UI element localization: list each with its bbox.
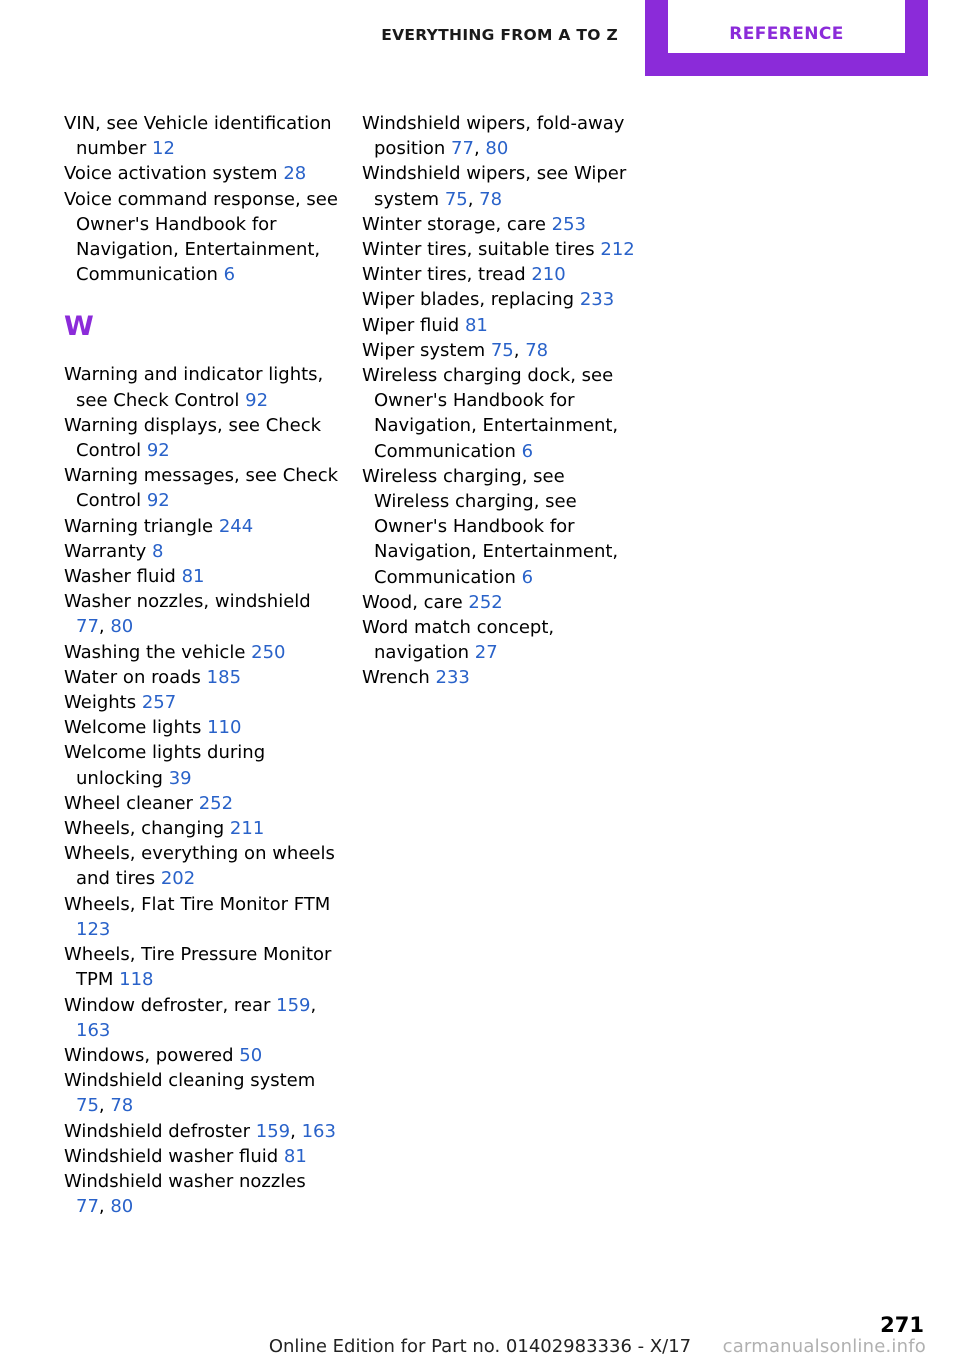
page-reference-link[interactable]: 80: [110, 616, 134, 638]
index-entry: [64, 413, 339, 463]
index-entry: [362, 363, 637, 464]
page-reference-link[interactable]: 159: [276, 994, 311, 1016]
index-entry-term: Wireless charging, see Wireless charging, see Owner's Handbook for Navigation, Entertainment, Communication: [362, 465, 619, 588]
index-entry: [64, 111, 339, 161]
page-reference-link[interactable]: 233: [435, 667, 470, 689]
index-entry-term: Weights: [64, 692, 137, 714]
index-column-right: [362, 111, 637, 691]
page-reference-link[interactable]: 233: [579, 289, 615, 311]
section-tab-label-box: [668, 0, 905, 53]
page-reference-link[interactable]: 210: [531, 264, 566, 286]
section-tab: [645, 0, 928, 76]
index-entry: [64, 187, 339, 288]
index-entry-term: Windshield washer fluid: [64, 1145, 279, 1167]
section-tab-label: REFERENCE: [729, 24, 844, 44]
page-reference-link[interactable]: 211: [229, 818, 265, 840]
page-reference-link[interactable]: 78: [110, 1095, 134, 1117]
index-entry: [362, 237, 637, 262]
page-reference-link[interactable]: 123: [76, 918, 111, 940]
index-entry-term: VIN, see Vehicle identification number: [64, 113, 332, 160]
page-reference-link[interactable]: 27: [474, 642, 498, 664]
page-reference-link[interactable]: 212: [600, 239, 635, 261]
page-reference-link[interactable]: 6: [223, 264, 236, 286]
index-entry-term: Wheel cleaner: [64, 792, 193, 814]
page-reference-link[interactable]: 185: [206, 666, 242, 688]
page-reference-link[interactable]: 77: [76, 616, 99, 638]
index-entry: Windshield defroster 159, 163: [64, 1120, 336, 1142]
index-entry: [64, 791, 339, 816]
index-entry-term: Wiper blades, replacing: [362, 289, 575, 311]
page-reference-link[interactable]: 252: [468, 591, 503, 613]
index-entry: [64, 1144, 339, 1169]
page-reference-link[interactable]: 92: [245, 389, 269, 411]
edition-footer: Online Edition for Part no. 01402983336 - X/17: [268, 1336, 692, 1357]
index-entry-term: Winter storage, care: [362, 213, 546, 235]
page-reference-link[interactable]: 80: [485, 138, 509, 160]
index-entry-term: Winter tires, suitable tires: [362, 239, 595, 261]
section-letter-heading: W: [64, 311, 94, 343]
index-entry-term: Washer fluid: [64, 566, 176, 588]
page-reference-link[interactable]: 75: [490, 339, 514, 361]
index-entry: [64, 362, 339, 412]
page-reference-link[interactable]: 78: [525, 339, 549, 361]
page-reference-link[interactable]: 28: [283, 163, 307, 185]
page-reference-link[interactable]: 244: [218, 515, 254, 537]
index-entry: Windshield cleaning system 75, 78: [64, 1070, 316, 1117]
index-entry: [64, 841, 339, 891]
page-reference-link[interactable]: 77: [451, 138, 474, 160]
index-entry: [362, 615, 637, 665]
index-entry-term: Window defroster, rear: [64, 994, 271, 1016]
index-entry-term: Voice activation system: [64, 163, 278, 185]
page-reference-link[interactable]: 110: [207, 717, 242, 739]
page-reference-link[interactable]: 202: [160, 868, 196, 890]
index-column-left: [64, 111, 339, 1219]
page-reference-link[interactable]: 163: [301, 1120, 336, 1142]
page-reference-link[interactable]: 39: [168, 767, 192, 789]
index-entry-term: Wheels, Tire Pressure Monitor TPM: [64, 944, 332, 991]
page-reference-link[interactable]: 253: [551, 213, 586, 235]
index-entry-term: Warning messages, see Check Control: [64, 465, 339, 512]
index-entry-term: Windshield wipers, see Wiper system: [362, 163, 627, 210]
index-entry: [64, 665, 339, 690]
page-reference-link[interactable]: 118: [119, 969, 154, 991]
index-entry: [64, 514, 339, 539]
index-entry-term: Wheels, everything on wheels and tires: [64, 843, 335, 890]
index-entry: [64, 816, 339, 841]
index-entry-term: Warning displays, see Check Control: [64, 414, 322, 462]
index-entry-term: Wireless charging dock, see Owner's Handbook for Navigation, Entertainment, Communication: [362, 365, 619, 462]
index-entry: Washer nozzles, windshield 77, 80: [64, 591, 311, 638]
index-entry-term: Warranty: [64, 540, 147, 562]
index-entry-term: Wheels, Flat Tire Monitor FTM: [64, 893, 331, 915]
index-entry: [64, 463, 339, 513]
index-entry-term: Windshield washer nozzles: [64, 1170, 306, 1192]
index-entry: [362, 313, 637, 338]
page-reference-link[interactable]: 81: [464, 314, 488, 336]
page-reference-link[interactable]: 8: [152, 540, 164, 562]
page-reference-link[interactable]: 50: [239, 1044, 263, 1066]
index-entry: [64, 1043, 339, 1068]
page-reference-link[interactable]: 75: [76, 1095, 99, 1117]
index-entry-term: Welcome lights during unlocking: [64, 742, 266, 789]
index-entry: [64, 640, 339, 665]
page-reference-link[interactable]: 12: [152, 138, 175, 160]
index-entry: [64, 740, 339, 790]
page-reference-link[interactable]: 81: [181, 566, 205, 588]
index-entry-term: Warning and indicator lights, see Check Control: [64, 364, 324, 411]
index-entry: Wiper system 75, 78: [362, 339, 549, 361]
index-entry-term: Wiper fluid: [362, 314, 460, 336]
index-entry-term: Windows, powered: [64, 1044, 234, 1066]
index-entry: Windshield wipers, see Wiper system 75, 78: [362, 163, 627, 210]
index-entry-term: Windshield cleaning system: [64, 1070, 316, 1092]
index-entry-term: Washing the vehicle: [64, 641, 246, 663]
page-reference-link[interactable]: 252: [198, 792, 234, 814]
page-number: 271: [880, 1313, 924, 1337]
page-reference-link[interactable]: 6: [521, 440, 534, 462]
index-entry: [64, 539, 339, 564]
index-entry: [64, 161, 339, 186]
index-entry-term: Warning triangle: [64, 515, 214, 537]
index-entry-term: Wiper system: [362, 339, 486, 361]
index-entry: Windshield washer nozzles 77, 80: [64, 1170, 306, 1218]
page-reference-link[interactable]: 77: [76, 1196, 99, 1218]
page-reference-link[interactable]: 78: [479, 188, 503, 210]
page-reference-link[interactable]: 80: [110, 1196, 134, 1218]
page-reference-link[interactable]: 163: [76, 1019, 111, 1041]
index-entry: [362, 262, 637, 287]
index-entry-term: Wrench: [362, 667, 430, 689]
index-entry: [362, 464, 637, 590]
index-entry: [64, 564, 339, 589]
index-entry: [362, 212, 637, 237]
index-entry-term: Voice command response, see Owner's Handbook for Navigation, Entertainment, Communication: [64, 188, 338, 286]
header-section-title: EVERYTHING FROM A TO Z: [381, 26, 618, 44]
index-entry-term: Word match concept, navigation: [362, 617, 555, 664]
watermark: carmanualsonline.info: [722, 1336, 926, 1357]
index-entry-term: Windshield defroster: [64, 1120, 251, 1142]
page-reference-link[interactable]: 6: [521, 566, 534, 588]
page-reference-link[interactable]: 250: [251, 641, 286, 663]
index-entry-term: Welcome lights: [64, 717, 202, 739]
index-entry: [64, 690, 339, 715]
index-entry-term: Washer nozzles, windshield: [64, 591, 311, 613]
page-reference-link[interactable]: 92: [146, 490, 170, 512]
page-reference-link[interactable]: 257: [141, 692, 177, 714]
page-reference-link[interactable]: 92: [146, 440, 170, 462]
index-entry-term: Wheels, changing: [64, 818, 225, 840]
index-entry: [64, 715, 339, 740]
index-entry-term: Wood, care: [362, 591, 463, 613]
index-entry-term: Windshield wipers, fold-away position: [362, 113, 625, 160]
index-entry: [64, 942, 339, 992]
page-reference-link[interactable]: 81: [283, 1145, 307, 1167]
index-entry: [64, 892, 339, 942]
index-entry: [362, 590, 637, 615]
index-entry: Window defroster, rear 159, 163: [64, 994, 317, 1041]
index-entry: [362, 665, 637, 690]
index-entry-term: Winter tires, tread: [362, 264, 526, 286]
page-reference-link[interactable]: 159: [255, 1120, 291, 1142]
index-entry: [362, 287, 637, 312]
index-entry: Windshield wipers, fold-away position 77, 80: [362, 113, 625, 160]
page-reference-link[interactable]: 75: [444, 188, 468, 210]
index-entry-term: Water on roads: [64, 666, 201, 688]
